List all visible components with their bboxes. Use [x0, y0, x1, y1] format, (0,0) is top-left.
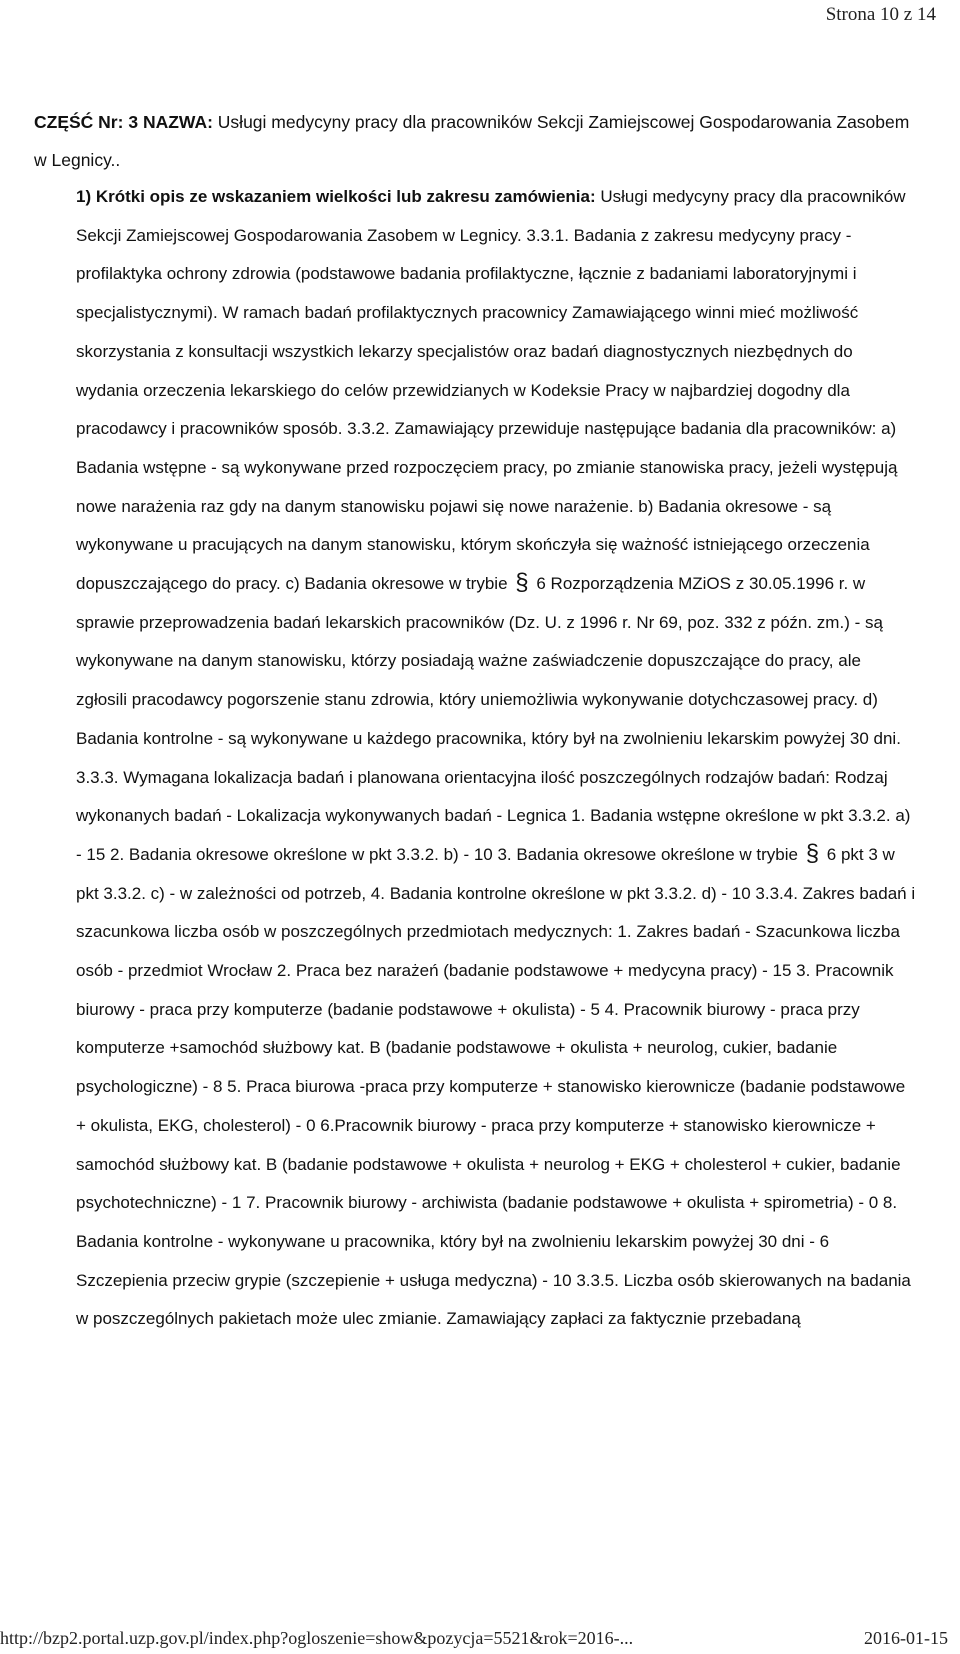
section-sign-2: §	[805, 839, 820, 867]
footer-url: http://bzp2.portal.uzp.gov.pl/index.php?ogloszenie=show&pozycja=5521&rok=2016-...	[0, 1628, 634, 1648]
part-number: 3	[128, 112, 139, 132]
part-name-label: NAZWA:	[142, 112, 213, 132]
description-heading: 1) Krótki opis ze wskazaniem wielkości lub zakresu zamówienia:	[76, 187, 596, 206]
description	[76, 178, 916, 1339]
section-sign-1: §	[515, 569, 529, 597]
part-label: CZĘŚĆ Nr:	[34, 112, 124, 132]
description-text-1: Usługi medycyny pracy dla pracowników Sekcji Zamiejscowej Gospodarowania Zasobem w Legnicy. 3.3.1. Badania z zakresu medycyny pracy - profilaktyka ochrony zdrowia (podstawowe badania profilaktyczne, łącznie z badaniami laboratoryjnymi i specjalistycznymi). W ramach badań profilaktycznych pracownicy Zamawiającego winni mieć możliwość skorzystania z konsultacji wszystkich lekarzy specjalistów oraz badań diagnostycznych niezbędnych do wydania orzeczenia lekarskiego do celów przewidzianych w Kodeksie Pracy w najbardziej dogodny dla pracodawcy i pracowników sposób. 3.3.2. Zamawiający przewiduje następujące badania dla pracowników: a) Badania wstępne - są wykonywane przed rozpoczęciem pracy, po zmianie stanowiska pracy, jeżeli występują nowe narażenia raz gdy na danym stanowisku pojawi się nowe narażenie. b) Badania okresowe - są wykonywane u pracujących na danym stanowisku, którym skończyła się ważność istniejącego orzeczenia dopuszczającego do pracy. c) Badania okresowe w trybie	[76, 187, 906, 594]
part-name: Usługi medycyny pracy dla pracowników Sekcji Zamiejscowej Gospodarowania Zasobem w Legnicy..	[34, 112, 910, 170]
part-header	[34, 103, 914, 179]
page-number: Strona 10 z 14	[825, 4, 936, 25]
footer-date: 2016-01-15	[864, 1628, 948, 1648]
description-text-2: 6 Rozporządzenia MZiOS z 30.05.1996 r. w sprawie przeprowadzenia badań lekarskich pracowników (Dz. U. z 1996 r. Nr 69, poz. 332 z późn. zm.) - są wykonywane na danym stanowisku, którzy posiadają ważne zaświadczenie dopuszczające do pracy, ale zgłosili pracodawcy pogorszenie stanu zdrowia, który uniemożliwia wykonywanie dotychczasowej pracy. d) Badania kontrolne - są wykonywane u każdego pracownika, który był na zwolnieniu lekarskim powyżej 30 dni. 3.3.3. Wymagana lokalizacja badań i planowana orientacyjna ilość poszczególnych rodzajów badań: Rodzaj wykonanych badań - Lokalizacja wykonywanych badań - Legnica 1. Badania wstępne określone w pkt 3.3.2. a) - 15 2. Badania okresowe określone w pkt 3.3.2. b) - 10 3. Badania okresowe określone w trybie	[76, 574, 911, 864]
description-text-3: 6 pkt 3 w pkt 3.3.2. c) - w zależności od potrzeb, 4. Badania kontrolne określone w pkt 3.3.2. d) - 10 3.3.4. Zakres badań i szacunkowa liczba osób w poszczególnych przedmiotach medycznych: 1. Zakres badań - Szacunkowa liczba osób - przedmiot Wrocław 2. Praca bez narażeń (badanie podstawowe + medycyna pracy) - 15 3. Pracownik biurowy - praca przy komputerze (badanie podstawowe + okulista) - 5 4. Pracownik biurowy - praca przy komputerze +samochód służbowy kat. B (badanie podstawowe + okulista + neurolog, cukier, badanie psychologiczne) - 8 5. Praca biurowa -praca przy komputerze + stanowisko kierownicze (badanie podstawowe + okulista, EKG, cholesterol) - 0 6.Pracownik biurowy - praca przy komputerze + stanowisko kierownicze + samochód służbowy kat. B (badanie podstawowe + okulista + neurolog + EKG + cholesterol + cukier, badanie psychotechniczne) - 1 7. Pracownik biurowy - archiwista (badanie podstawowe + okulista + spirometria) - 0 8. Badania kontrolne - wykonywane u pracownika, który był na zwolnieniu lekarskim powyżej 30 dni - 6 Szczepienia przeciw grypie (szczepienie + usługa medyczna) - 10 3.3.5. Liczba osób skierowanych na badania w poszczególnych pakietach może ulec zmianie. Zamawiający zapłaci za faktycznie przebadaną	[76, 844, 916, 1329]
